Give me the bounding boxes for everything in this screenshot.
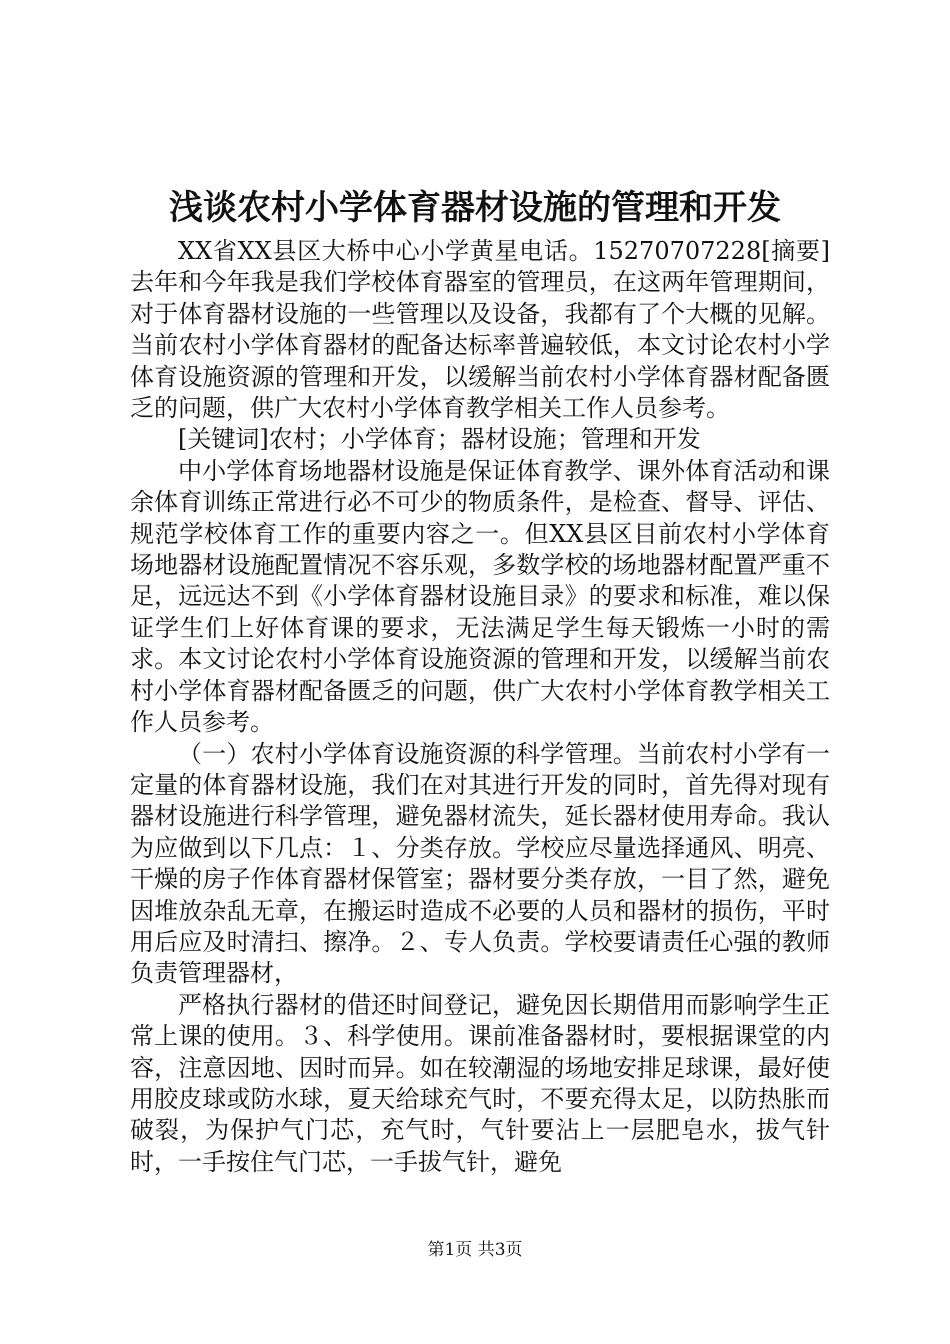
- paragraph-section-one-continued: 严格执行器材的借还时间登记，避免因长期借用而影响学生正常上课的使用。３、科学使用。课前准备器材时，要根据课堂的内容，注意因地、因时而异。如在较潮湿的场地安排足球课，最好使用胶皮球或防水球，夏天给球充气时，不要充得太足，以防热胀而破裂，为保护气门芯，充气时，气针要沾上一层肥皂水，拔气针时，一手按住气门芯，一手拔气针，避免: [130, 990, 830, 1176]
- paragraph-section-one: （一）农村小学体育设施资源的科学管理。当前农村小学有一定量的体育器材设施，我们在对其进行开发的同时，首先得对现有器材设施进行科学管理，避免器材流失，延长器材使用寿命。我认为应做到以下几点：１、分类存放。学校应尽量选择通风、明亮、干燥的房子作体育器材保管室；器材要分类存放，一目了然，避免因堆放杂乱无章，在搬运时造成不必要的人员和器材的损伤，平时用后应及时清扫、擦净。２、专人负责。学校要请责任心强的教师负责管理器材，: [130, 739, 830, 988]
- paragraph-abstract: XX省XX县区大桥中心小学黄星电话。15270707228[摘要]去年和今年我是我们学校体育器室的管理员，在这两年管理期间，对于体育器材设施的一些管理以及设备，我都有了个大概的见解。当前农村小学体育器材的配备达标率普遍较低，本文讨论农村小学体育设施资源的管理和开发，以缓解当前农村小学体育器材配备匮乏的问题，供广大农村小学体育教学相关工作人员参考。: [130, 237, 830, 423]
- paragraph-intro: 中小学体育场地器材设施是保证体育教学、课外体育活动和课余体育训练正常进行必不可少的物质条件，是检查、督导、评估、规范学校体育工作的重要内容之一。但XX县区目前农村小学体育场地器材设施配置情况不容乐观，多数学校的场地器材配置严重不足，远远达不到《小学体育器材设施目录》的要求和标准，难以保证学生们上好体育课的要求，无法满足学生每天锻炼一小时的需求。本文讨论农村小学体育设施资源的管理和开发，以缓解当前农村小学体育器材配备匮乏的问题，供广大农村小学体育教学相关工作人员参考。: [130, 456, 830, 737]
- document-title: 浅谈农村小学体育器材设施的管理和开发: [169, 188, 781, 228]
- page-number-footer: 第1页 共3页: [427, 1240, 523, 1260]
- paragraph-keywords: [关键词]农村；小学体育；器材设施；管理和开发: [178, 425, 701, 454]
- document-body: [130, 236, 830, 1178]
